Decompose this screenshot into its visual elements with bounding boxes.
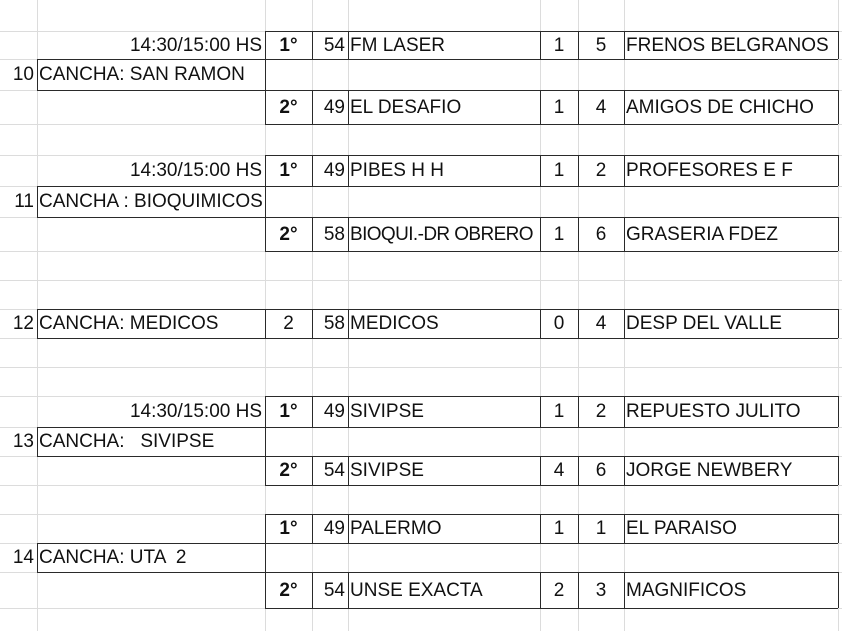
category: 49 — [323, 160, 345, 181]
away-score: 5 — [595, 34, 607, 56]
home-team: EL DESAFIO — [350, 96, 462, 118]
category: 49 — [323, 401, 345, 422]
away-score: 6 — [595, 460, 607, 481]
block-number: 12 — [12, 313, 34, 334]
match-time: 14:30/15:00 HS — [129, 401, 262, 422]
home-score: 1 — [553, 518, 565, 539]
half-label: 2° — [279, 579, 298, 601]
block-number: 14 — [12, 547, 34, 568]
away-score: 4 — [595, 313, 607, 334]
away-score: 1 — [595, 518, 607, 539]
category: 49 — [323, 96, 345, 118]
block-number: 11 — [14, 191, 34, 212]
home-team: MEDICOS — [350, 313, 439, 334]
away-team: PROFESORES E F — [626, 160, 793, 181]
away-team: EL PARAISO — [626, 518, 737, 539]
home-score: 2 — [553, 579, 565, 601]
away-team: GRASERIA FDEZ — [626, 223, 779, 245]
away-team: REPUESTO JULITO — [626, 401, 801, 422]
match-time: 14:30/15:00 HS — [129, 160, 262, 181]
half-label: 2° — [279, 96, 298, 118]
away-team: FRENOS BELGRANOS — [626, 34, 829, 56]
away-score: 2 — [595, 160, 607, 181]
away-score: 3 — [595, 579, 607, 601]
away-team: MAGNIFICOS — [626, 579, 747, 601]
cancha-label: CANCHA: MEDICOS — [39, 313, 219, 334]
home-score: 1 — [553, 34, 565, 56]
away-score: 6 — [595, 223, 607, 245]
home-team: SIVIPSE — [350, 401, 424, 422]
category: 54 — [323, 460, 345, 481]
away-team: DESP DEL VALLE — [626, 313, 782, 334]
half-label: 2° — [279, 223, 298, 245]
home-team: UNSE EXACTA — [350, 579, 483, 601]
home-team: PIBES H H — [350, 160, 444, 181]
cancha-label: CANCHA : BIOQUIMICOS — [39, 191, 263, 212]
match-time: 14:30/15:00 HS — [129, 34, 262, 56]
half-label: 1° — [279, 518, 298, 539]
half-label: 1° — [279, 401, 298, 422]
home-score: 1 — [553, 223, 565, 245]
cancha-label: CANCHA: SAN RAMON — [39, 64, 245, 85]
home-score: 0 — [553, 313, 565, 334]
category: 54 — [323, 579, 345, 601]
home-score: 1 — [553, 401, 565, 422]
home-score: 1 — [553, 160, 565, 181]
category: 58 — [323, 223, 345, 245]
category: 54 — [323, 34, 345, 56]
category: 49 — [323, 518, 345, 539]
half-label: 2° — [279, 460, 298, 481]
away-score: 4 — [595, 96, 607, 118]
block-number: 13 — [12, 431, 34, 452]
half-label: 1° — [279, 160, 298, 181]
home-team: FM LASER — [350, 34, 446, 56]
away-team: AMIGOS DE CHICHO — [626, 96, 814, 118]
cancha-label: CANCHA: SIVIPSE — [39, 431, 215, 452]
home-score: 4 — [553, 460, 565, 481]
away-score: 2 — [595, 401, 607, 422]
home-team: BIOQUI.-DR OBRERO — [350, 223, 533, 245]
home-team: PALERMO — [350, 518, 442, 539]
category: 58 — [323, 313, 345, 334]
half-label: 1° — [279, 34, 298, 56]
home-score: 1 — [553, 96, 565, 118]
block-number: 10 — [12, 64, 34, 85]
away-team: JORGE NEWBERY — [626, 460, 793, 481]
home-team: SIVIPSE — [350, 460, 424, 481]
half-label: 2 — [283, 313, 294, 334]
cancha-label: CANCHA: UTA 2 — [39, 547, 187, 568]
